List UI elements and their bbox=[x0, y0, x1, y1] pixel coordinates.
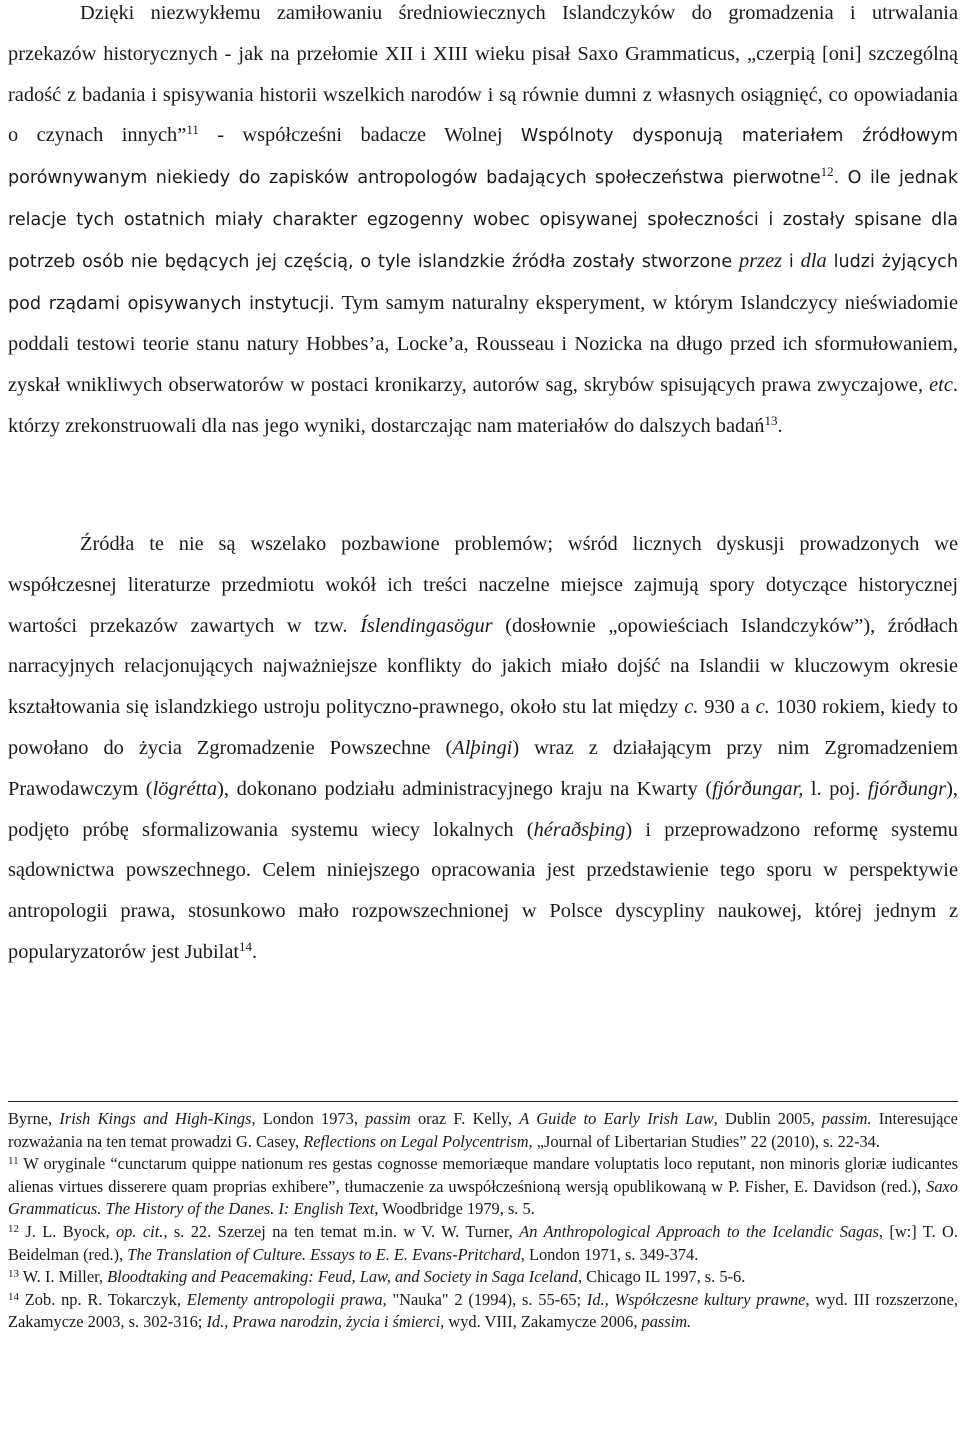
paragraph-2: Źródła te nie są wszelako pozbawione problemów; wśród licznych dyskusji prowadzonych we współczesnej literaturze przedmiotu wokół ich treści naczelne miejsce zajmują spory dotyczące historycznej wartości przekazów zawartych w tzw. Íslendingasögur (dosłownie „opowieściach Islandczyków”), źródłach narracyjnych relacjonujących najważniejsze konflikty do jakich miało dojść na Islandii w kluczowym okresie kształtowania się islandzkiego ustroju polityczno-prawnego, około stu lat między c. 930 a c. 1030 rokiem, kiedy to powołano do życia Zgromadzenie Powszechne (Alþingi) wraz z działającym przy nim Zgromadzeniem Prawodawczym (lögrétta), dokonano podziału administracyjnego kraju na Kwarty (fjórðungar, l. poj. fjórðungr), podjęto próbę sformalizowania systemu wiecy lokalnych (héraðsþing) i przeprowadzono reformę systemu sądownictwa powszechnego. Celem niniejszego opracowania jest przedstawienie tego sporu w perspektywie antropologii prawa, stosunkowo mało rozpowszechnionej w Polsce dyscypliny naukowej, której jednym z popularyzatorów jest Jubilat$^{14}$. bbox=[8, 533, 959, 963]
paragraph-1: Dzięki niezwykłemu zamiłowaniu średniowiecznych Islandczyków do gromadzenia i utrwalania przekazów historycznych - jak na przełomie XII i XIII wieku pisał Saxo Grammaticus, „czerpią [oni] szczególną radość z badania i spisywania historii wszelkich narodów i są równie dumni z własnych osiągnięć, co opowiadania o czynach innych”$^{11}$ - współcześni badacze Wolnej Wspólnoty dysponują materiałem źródłowym porównywanym niekiedy do zapisków antropologów badających społeczeństwa pierwotne$^{12}$. O ile jednak relacje tych ostatnich miały charakter egzogenny wobec opisywanej społeczności i zostały spisane dla potrzeb osób nie będących jej częścią, o tyle islandzkie źródła zostały stworzone przez i dla ludzi żyjących pod rządami opisywanych instytucji. Tym samym naturalny eksperyment, w którym Islandczycy nieświadomie poddali testowi teorie stanu natury Hobbes’a, Locke’a, Rousseau i Nozicka na długo przed ich sformułowaniem, zyskał wnikliwych obserwatorów w postaci kronikarzy, autorów sag, skrybów spisujących prawa zwyczajowe, etc. którzy zrekonstruowali dla nas jego wyniki, dostarczając nam materiałów do dalszych badań$^{13}$. bbox=[8, 2, 959, 437]
footnote-13: $^{13}$ W. I. Miller, Bloodtaking and Peacemaking: Feud, Law, and Society in Saga Iceland, Chicago IL 1997, s. 5-6. bbox=[8, 1267, 746, 1287]
footnote-11: $^{11}$ W oryginale “cunctarum quippe nationum res gestas cognosse memoriæque mandare voluptatis loco reputant, non minoris gloriæ iudicantes alienas virtues disserere quam proprias exhibere”, tłumaczenie za uwspółcześnioną wersją opublikowaną w P. Fisher, E. Davidson (red.), Saxo Grammaticus. The History of the Danes. I: English Text, Woodbridge 1979, s. 5. bbox=[8, 1154, 958, 1219]
footnote-ref-11[interactable]: 11 bbox=[186, 122, 199, 138]
footnote-12: $^{12}$ J. L. Byock, op. cit., s. 22. Szerzej na ten temat m.in. w V. W. Turner, An Anthropological Approach to the Icelandic Sagas, [w:] T. O. Beidelman (red.), The Translation of Culture. Essays to E. E. Evans-Pritchard, London 1971, s. 349-374. bbox=[8, 1221, 958, 1264]
footnotes bbox=[8, 1108, 958, 1334]
footnote-continuation: Byrne, Irish Kings and High-Kings, London 1973, passim oraz F. Kelly, A Guide to Early Irish Law, Dublin 2005, passim. Interesujące rozważania na ten temat prowadzi G. Casey, Reflections on Legal Polycentrism, „Journal of Libertarian Studies” 22 (2010), s. 22-34. bbox=[8, 1109, 958, 1151]
footnote-separator bbox=[8, 1101, 958, 1102]
footnote-ref-12[interactable]: 12 bbox=[820, 164, 834, 180]
footnote-14: $^{14}$ Zob. np. R. Tokarczyk, Elementy antropologii prawa, "Nauka" 2 (1994), s. 55-65; Id., Współczesne kultury prawne, wyd. III rozszerzone, Zakamycze 2003, s. 302-316; Id., Prawa narodzin, życia i śmierci, wyd. VIII, Zakamycze 2006, passim. bbox=[8, 1289, 958, 1332]
footnote-ref-14[interactable]: 14 bbox=[239, 938, 253, 954]
footnote-ref-13[interactable]: 13 bbox=[764, 412, 778, 428]
